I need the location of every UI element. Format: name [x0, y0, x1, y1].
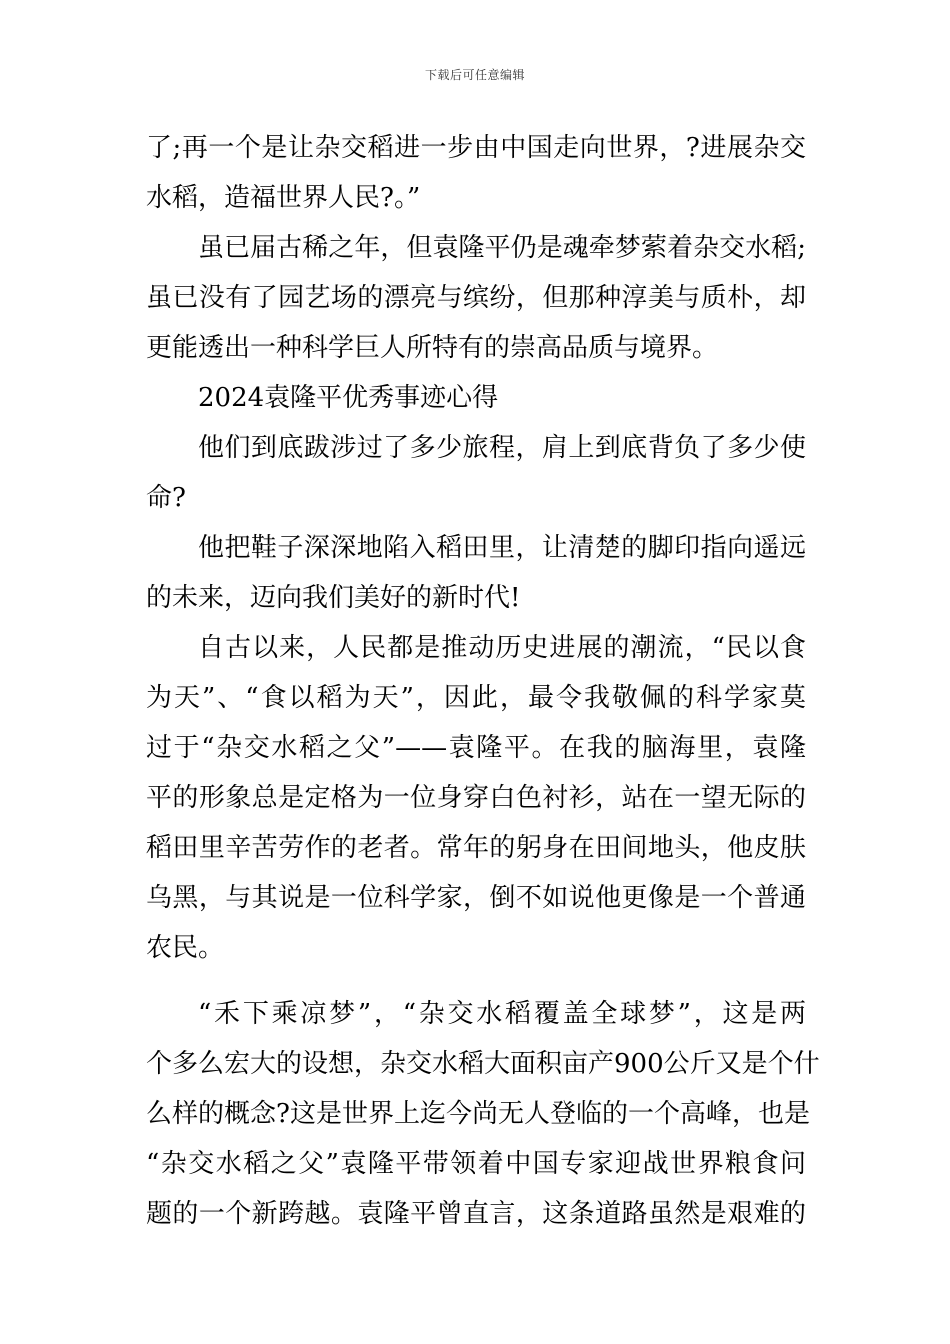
text-line: “杂交水稻之父”袁隆平带领着中国专家迎战世界粮食问 [146, 1149, 806, 1179]
text-line: 过于“杂交水稻之父”——袁隆平。在我的脑海里，袁隆 [146, 733, 806, 763]
text-line: 稻田里辛苦劳作的老者。常年的躬身在田间地头，他皮肤 [146, 833, 806, 863]
text-line: 虽已没有了园艺场的漂亮与缤纷，但那种淳美与质朴，却 [146, 283, 806, 313]
text-line: 了;再一个是让杂交稻进一步由中国走向世界，?进展杂交 [146, 133, 806, 163]
text-line: 的未来，迈向我们美好的新时代! [146, 583, 521, 613]
text-line: 题的一个新跨越。袁隆平曾直言，这条道路虽然是艰难的 [146, 1199, 806, 1229]
text-line: 自古以来，人民都是推动历史进展的潮流，“民以食 [198, 633, 806, 663]
text-line: 水稻，造福世界人民?。” [146, 183, 421, 213]
text-line: 么样的概念?这是世界上迄今尚无人登临的一个高峰，也是 [146, 1099, 810, 1129]
text-line: 虽已届古稀之年，但袁隆平仍是魂牵梦萦着杂交水稻; [198, 233, 806, 263]
text-line: 他们到底跋涉过了多少旅程，肩上到底背负了多少使 [198, 433, 806, 463]
text-line: 平的形象总是定格为一位身穿白色衬衫，站在一望无际的 [146, 783, 806, 813]
text-line: 乌黑，与其说是一位科学家，倒不如说他更像是一个普通 [146, 883, 806, 913]
paragraph-gap [146, 973, 806, 989]
text-line: 更能透出一种科学巨人所特有的崇高品质与境界。 [146, 333, 719, 363]
text-line: 个多么宏大的设想，杂交水稻大面积亩产900公斤又是个什 [146, 1049, 820, 1079]
document-body [146, 123, 820, 1239]
text-line: “禾下乘凉梦”，“杂交水稻覆盖全球梦”，这是两 [198, 999, 806, 1029]
page-header: 下载后可任意编辑 [424, 68, 525, 82]
text-line: 命? [146, 483, 186, 513]
section-heading: 2024袁隆平优秀事迹心得 [198, 383, 499, 413]
text-line: 农民。 [146, 933, 225, 963]
text-line: 他把鞋子深深地陷入稻田里，让清楚的脚印指向遥远 [198, 533, 806, 563]
text-line: 为天”、“食以稻为天”，因此，最令我敬佩的科学家莫 [146, 683, 806, 713]
